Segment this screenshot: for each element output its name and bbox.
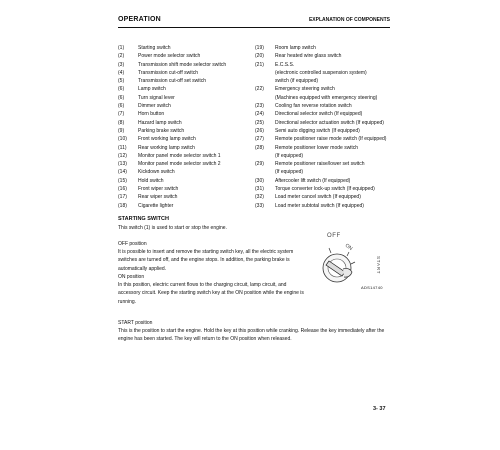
list-item: (21) E.C.S.S. bbox=[255, 61, 295, 68]
figure-code: ADS14740 bbox=[361, 285, 383, 290]
list-item: (22) Emergency steering switch bbox=[255, 86, 335, 93]
section-title: OPERATION bbox=[118, 16, 161, 23]
section-heading: STARTING SWITCH bbox=[118, 216, 169, 222]
list-item: (7) Horn button bbox=[118, 111, 165, 118]
page-number: 3- 37 bbox=[373, 406, 386, 412]
list-item: (If equipped) bbox=[275, 169, 304, 176]
list-item: (9) Parking brake switch bbox=[118, 127, 185, 134]
list-item: (17) Rear wiper switch bbox=[118, 194, 178, 201]
list-item: (11) Rear working lamp switch bbox=[118, 144, 195, 151]
list-item: (27) Remote positioner raise mode switch (If equipped) bbox=[255, 136, 387, 143]
list-item: (8) Hazard lamp switch bbox=[118, 119, 182, 126]
list-item: (18) Cigarette lighter bbox=[118, 202, 174, 209]
list-item: (15) Hold switch bbox=[118, 177, 164, 184]
on-position-heading: ON position bbox=[118, 274, 145, 280]
list-item: (3) Transmission shift mode selector switch bbox=[118, 61, 227, 68]
list-item: (6) Dimmer switch bbox=[118, 103, 171, 110]
list-item: (10) Front working lamp switch bbox=[118, 136, 196, 143]
on-position-text: In this position, electric current flows to the charging circuit, lamp circuit, and accessory circuit. Keep the starting switch key at the ON position while the engine is running. bbox=[118, 282, 304, 305]
starting-switch-figure bbox=[315, 228, 390, 284]
list-item: (6) Turn signal lever bbox=[118, 94, 175, 101]
list-item: (24) Directional selector switch (If equipped) bbox=[255, 111, 363, 118]
list-item: (1) Starting switch bbox=[118, 45, 171, 51]
start-position-heading: START position bbox=[118, 320, 153, 326]
list-item: (23) Cooling fan reverse rotation switch bbox=[255, 103, 352, 110]
list-item: switch (if equipped) bbox=[275, 78, 319, 85]
list-item: (33) Load meter subtotal switch (If equipped) bbox=[255, 202, 364, 209]
list-item: (31) Torque converter lock-up switch (If equipped) bbox=[255, 186, 375, 193]
list-item: (6) Lamp switch bbox=[118, 86, 166, 93]
list-item: (2) Power mode selector switch bbox=[118, 53, 201, 60]
start-position-text: This is the position to start the engine. Hold the key at this position while cranking. Release the key immediately after the engine has been started. The key will return to the ON position when released. bbox=[118, 328, 385, 343]
list-item: (26) Semi auto digging switch (If equipped) bbox=[255, 127, 360, 134]
list-item: (12) Monitor panel mode selector switch 1 bbox=[118, 152, 221, 159]
list-item: (19) Room lamp switch bbox=[255, 45, 316, 51]
page-header bbox=[118, 16, 390, 26]
component-list-left bbox=[118, 44, 248, 210]
intro-text: This switch (1) is used to start or stop the engine. bbox=[118, 225, 227, 231]
list-item: (Machines equipped with emergency steering) bbox=[275, 94, 378, 101]
list-item: (20) Rear heated wire glass switch bbox=[255, 53, 342, 60]
list-item: (13) Monitor panel mode selector switch 2 bbox=[118, 161, 221, 168]
figure-label-on: ON bbox=[343, 242, 354, 252]
list-item: (29) Remote positioner raise/lower set switch bbox=[255, 161, 365, 168]
list-item: (14) Kickdown switch bbox=[118, 169, 175, 176]
list-item: (28) Remote positioner lower mode switch bbox=[255, 144, 359, 151]
list-item: (4) Transmission cut-off switch bbox=[118, 69, 199, 76]
off-position-heading: OFF position bbox=[118, 241, 147, 247]
list-item: (electronic controlled suspension system) bbox=[275, 69, 367, 76]
list-item: (16) Front wiper switch bbox=[118, 186, 179, 193]
figure-label-off: OFF bbox=[327, 233, 341, 239]
header-rule bbox=[118, 27, 390, 28]
list-item: (If equipped) bbox=[275, 152, 304, 159]
component-list-right bbox=[255, 44, 395, 210]
off-position-text: It is possible to insert and remove the starting switch key, all the electric system switches are turned off, and the engine stops. In addition, the parking brake is automatically applied. bbox=[118, 249, 294, 272]
list-item: (30) Aftercooler lift switch (If equipped) bbox=[255, 177, 351, 184]
list-item: (25) Directional selector actuation switch (If equipped) bbox=[255, 119, 384, 126]
figure-label-start: START bbox=[376, 256, 381, 275]
list-item: (32) Load meter cancel switch (If equipped) bbox=[255, 194, 361, 201]
list-item: (5) Transmission cut-off set switch bbox=[118, 78, 207, 85]
chapter-title: EXPLANATION OF COMPONENTS bbox=[308, 17, 390, 23]
